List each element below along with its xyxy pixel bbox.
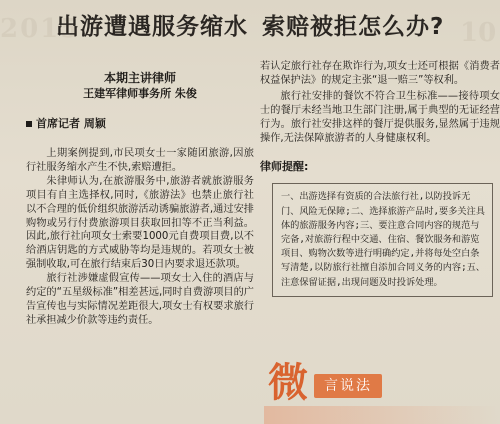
column-logo bbox=[264, 358, 500, 424]
left-paragraph-2: 朱律师认为,在旅游服务中,旅游者就旅游服务项目有自主选择权,同时,《旅游法》也禁止旅行社以不合理的低价组织旅游活动诱骗旅游者,通过安排购物或另行付费旅游项目获取回扣等不正当利益。因此,旅行社向项女士索要1000元自费项目费,以不给酒店钥匙的方式威胁等均是违规的。若项女士被强制收取,可在旅行结束后30日内要求退还款项。 bbox=[26, 175, 254, 271]
right-paragraph-2: 旅行社安排的餐饮不符合卫生标准——接待项女士的餐厅未经当地卫生部门注册,属于典型的无证经营行为。旅行社安排这样的餐厅提供服务,显然属于违规操作,无法保障旅游者的人身健康权利。 bbox=[260, 90, 500, 144]
right-paragraph-1: 若认定旅行社存在欺诈行为,项女士还可根据《消费者权益保护法》的规定主张“退一赔三”等权利。 bbox=[260, 61, 500, 86]
byline-title: 本期主讲律师 bbox=[103, 71, 176, 85]
headline-part-1: 出游遭遇服务缩水 bbox=[56, 14, 248, 40]
faded-background-text: 2015 bbox=[0, 14, 81, 44]
logo-band bbox=[264, 406, 500, 424]
logo-column-name: 言说法 bbox=[314, 374, 382, 398]
lawyer-advice-heading: 律师提醒: bbox=[260, 160, 309, 174]
reporter-name: 首席记者 周颖 bbox=[36, 117, 106, 130]
faded-background-text-right: 10 bbox=[460, 18, 497, 48]
logo-character: 微 bbox=[268, 359, 308, 406]
article-headline bbox=[56, 8, 476, 48]
square-bullet-icon bbox=[26, 121, 32, 127]
lawyer-advice-box: 一、出游选择有资质的合法旅行社,以防投诉无门、风险无保障;二、选择旅游产品时,要多关注具体的旅游服务内容;三、要注意合同内容的规范与完备,对旅游行程中交通、住宿、餐饮服务和游览项目、购物次数等进行明确约定,并将每处空白条写清楚,以防旅行社擅自添加合同义务的内容;五、注意保留证据,出现问题及时投诉处理。 bbox=[272, 183, 493, 296]
left-column bbox=[26, 58, 254, 424]
reporter-credit bbox=[26, 116, 254, 132]
byline-lawyer: 王建军律师事务所 朱俊 bbox=[83, 87, 197, 100]
left-paragraph-3: 旅行社涉嫌虚假宣传——项女士入住的酒店与约定的“五星级标准”相差甚远,同时自费游项目的广告宣传也与实际情况差距很大,项女士有权要求旅行社承担减少价款等违约责任。 bbox=[26, 273, 254, 326]
headline-part-2: 索赔被拒怎么办? bbox=[262, 14, 445, 40]
left-paragraph-1: 上期案例提到,市民项女士一家随团旅游,因旅行社服务缩水产生不快,索赔遭拒。 bbox=[26, 148, 254, 173]
